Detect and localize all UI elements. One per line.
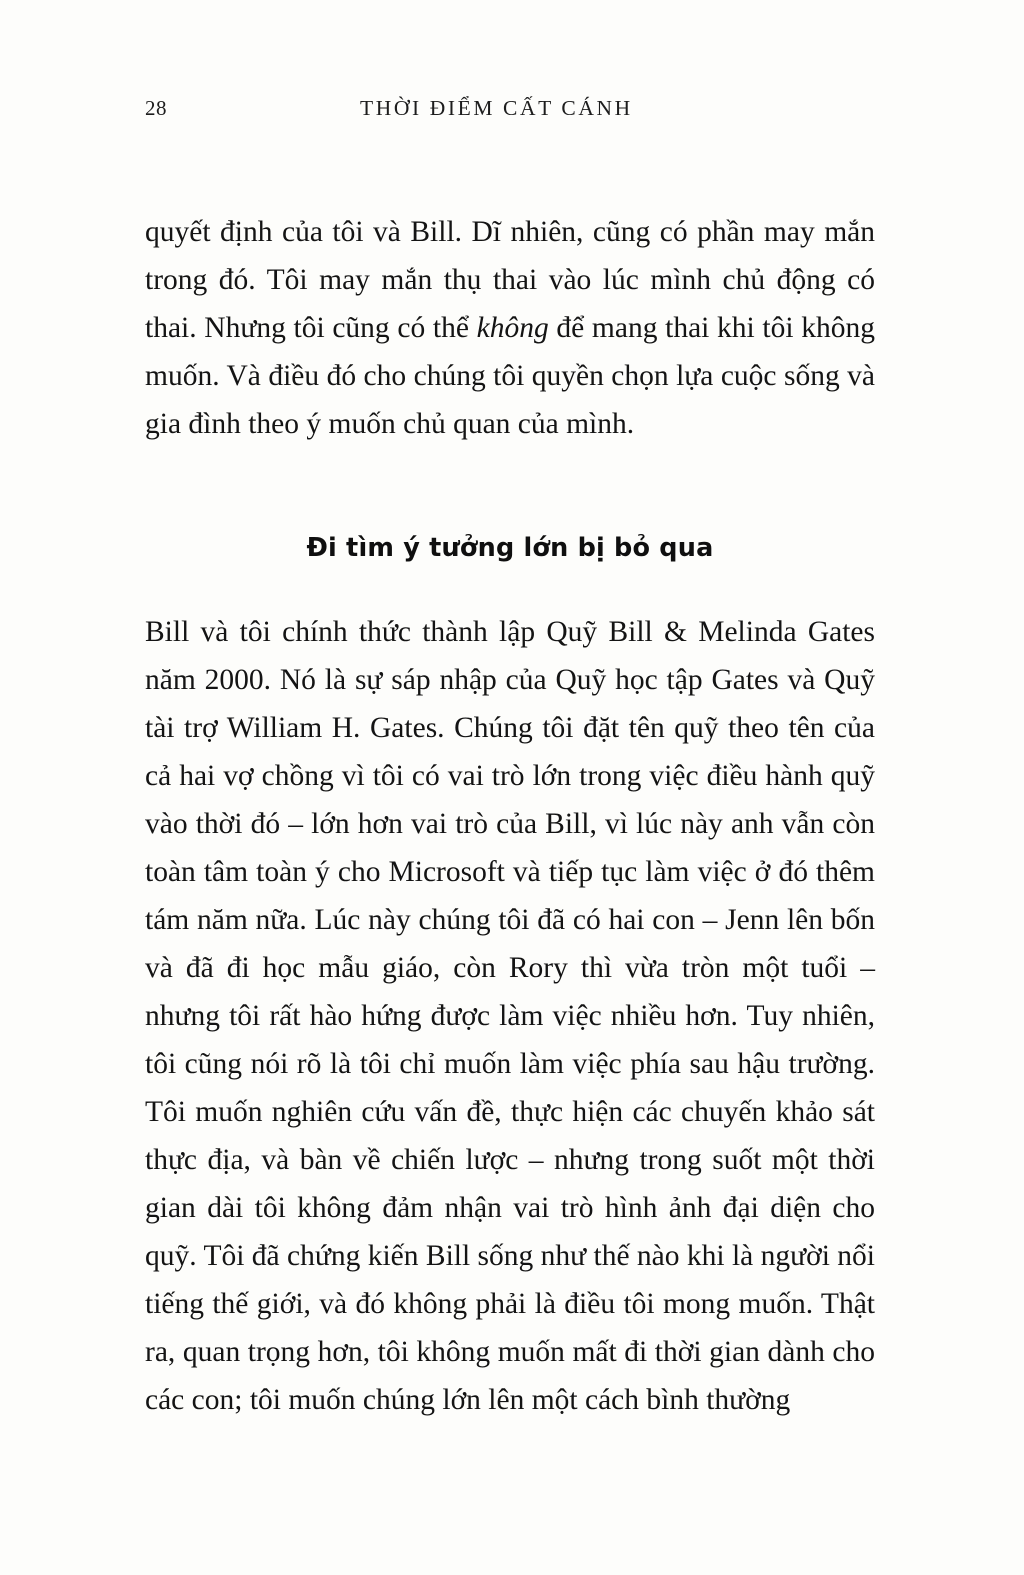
body-paragraph-1 (145, 208, 875, 448)
running-head-title: THỜI ĐIỂM CẤT CÁNH (360, 96, 633, 120)
body-paragraph-2: Bill và tôi chính thức thành lập Quỹ Bill & Melinda Gates năm 2000. Nó là sự sáp nhập của Quỹ học tập Gates và Quỹ tài trợ William H. Gates. Chúng tôi đặt tên quỹ theo tên của cả hai vợ chồng vì tôi có vai trò lớn trong việc điều hành quỹ vào thời đó – lớn hơn vai trò của Bill, vì lúc này anh vẫn còn toàn tâm toàn ý cho Microsoft và tiếp tục làm việc ở đó thêm tám năm nữa. Lúc này chúng tôi đã có hai con – Jenn lên bốn và đã đi học mẫu giáo, còn Rory thì vừa tròn một tuổi – nhưng tôi rất hào hứng được làm việc nhiều hơn. Tuy nhiên, tôi cũng nói rõ là tôi chỉ muốn làm việc phía sau hậu trường. Tôi muốn nghiên cứu vấn đề, thực hiện các chuyến khảo sát thực địa, và bàn về chiến lược – nhưng trong suốt một thời gian dài tôi không đảm nhận vai trò hình ảnh đại diện cho quỹ. Tôi đã chứng kiến Bill sống như thế nào khi là người nổi tiếng thế giới, và đó không phải là điều tôi mong muốn. Thật ra, quan trọng hơn, tôi không muốn mất đi thời gian dành cho các con; tôi muốn chúng lớn lên một cách bình thường (145, 615, 875, 1416)
paragraph-1-segment-1: quyết định của tôi và Bill. Dĩ nhiên, cũng có phần may mắn trong đó. Tôi may mắn thụ thai vào lúc mình chủ động có thai. Nhưng tôi cũng có thể (145, 215, 875, 344)
page-number: 28 (145, 96, 167, 120)
paragraph-1-emphasis: không (476, 311, 549, 344)
paragraph-1-segment-2: để mang thai khi tôi không muốn. Và điều đó cho chúng tôi quyền chọn lựa cuộc sống và gia đình theo ý muốn chủ quan của mình. (145, 311, 875, 440)
page-header (145, 96, 879, 126)
section-heading: Đi tìm ý tưởng lớn bị bỏ qua (306, 533, 714, 564)
